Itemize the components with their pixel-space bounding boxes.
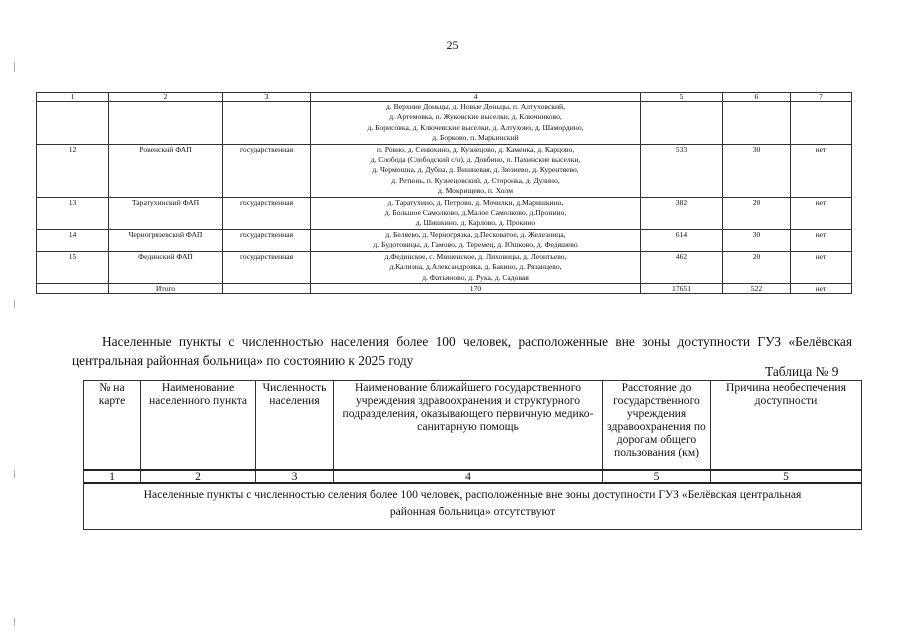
margin-mark bbox=[14, 618, 15, 626]
note-line: районная больница» отсутствуют bbox=[389, 505, 556, 518]
page-number: 25 bbox=[446, 38, 459, 52]
row-name: Ровенский ФАП bbox=[109, 144, 223, 197]
settlement-line: д.Фединское, с. Мишенское, д. Лиховицы, д. Леонтьево, bbox=[384, 251, 567, 261]
settlement-line: д. Шишкино, д. Карлово, д. Прокино bbox=[415, 218, 536, 228]
col-number: 5 bbox=[711, 470, 862, 483]
row-settlements bbox=[311, 197, 641, 229]
row-dist bbox=[723, 102, 791, 145]
total-dist: 522 bbox=[723, 283, 791, 293]
header-cell: № на карте bbox=[84, 381, 141, 471]
margin-mark bbox=[14, 62, 15, 72]
settlement-line: д.Калиэна, д.Александровка, д. Бакино, д. Рязанцево, bbox=[389, 262, 562, 272]
row-no: 12 bbox=[37, 144, 109, 197]
table-header-row bbox=[84, 381, 862, 471]
header-cell: Наименование ближайшего государственного учреждения здравоохранения и структурного подразделения, оказывающего первичную медико-санитарную помощь bbox=[334, 381, 603, 471]
row-pop: 533 bbox=[641, 144, 723, 197]
col-number: 2 bbox=[141, 470, 256, 483]
row-need: нет bbox=[791, 251, 852, 283]
table-row bbox=[37, 197, 852, 229]
col-number: 4 bbox=[334, 470, 603, 483]
table-row bbox=[37, 102, 852, 145]
row-dist: 30 bbox=[723, 144, 791, 197]
row-no: 13 bbox=[37, 197, 109, 229]
row-name: Черногрязевский ФАП bbox=[109, 229, 223, 251]
section-heading: Населенные пункты с численностью населения более 100 человек, расположенные вне зоны доступности ГУЗ «Белёвская центральная районная больница» по состоянию к 2025 году bbox=[72, 334, 852, 368]
column-number-row bbox=[84, 470, 862, 483]
table-header-row bbox=[37, 93, 852, 102]
no-settlements-note bbox=[84, 483, 862, 530]
row-no: 15 bbox=[37, 251, 109, 283]
row-type bbox=[223, 102, 311, 145]
row-settlements bbox=[311, 229, 641, 251]
col-number: 6 bbox=[723, 93, 791, 102]
col-number: 3 bbox=[256, 470, 334, 483]
total-empty bbox=[223, 283, 311, 293]
total-label: Итого bbox=[109, 283, 223, 293]
table-row bbox=[37, 229, 852, 251]
row-pop: 382 bbox=[641, 197, 723, 229]
settlement-line: д. Слобода (Слободский с/о), д. Довбино, п. Пахинские выселки, bbox=[370, 155, 581, 165]
fap-table bbox=[36, 92, 852, 294]
settlement-line: д. Верхние Доньцы, д. Новые Доньцы, п. Алтуховский, bbox=[386, 102, 565, 111]
row-dist: 20 bbox=[723, 197, 791, 229]
settlement-line: д. Будотовицы, д. Гамово, д. Теремец, д. Юшково, д. Федяшево bbox=[373, 240, 578, 250]
total-pop: 17651 bbox=[641, 283, 723, 293]
table-row bbox=[37, 251, 852, 283]
row-name: Фединский ФАП bbox=[109, 251, 223, 283]
note-line: Населенные пункты с численностью селения более 100 человек, расположенные вне зоны доступности ГУЗ «Белёвская центральная bbox=[143, 488, 802, 501]
col-number: 1 bbox=[37, 93, 109, 102]
col-number: 7 bbox=[791, 93, 852, 102]
row-pop: 614 bbox=[641, 229, 723, 251]
outside-zone-table bbox=[83, 380, 862, 530]
table-row bbox=[84, 483, 862, 530]
col-number: 3 bbox=[223, 93, 311, 102]
row-settlements bbox=[311, 251, 641, 283]
total-need: нет bbox=[791, 283, 852, 293]
row-need bbox=[791, 102, 852, 145]
total-empty bbox=[37, 283, 109, 293]
settlement-line: д. Фатьяново, д. Рука, д. Садовая bbox=[422, 272, 529, 282]
row-need: нет bbox=[791, 144, 852, 197]
table-row bbox=[37, 144, 852, 197]
header-cell: Расстояние до государственного учреждения здравоохранения по дорогам общего пользования (км) bbox=[603, 381, 711, 471]
row-type: государственная bbox=[223, 251, 311, 283]
row-type: государственная bbox=[223, 197, 311, 229]
settlement-line: д. Чермошна, д. Дубна, д. Вишневая, д. Зюзиево, д. Курентяево, bbox=[372, 165, 579, 175]
settlement-line: д. Большое Самолково, д.Малое Самолково, д.Пронино, bbox=[384, 208, 567, 218]
margin-mark bbox=[14, 470, 15, 478]
settlement-line: д. Таратухино, д. Петрово, д. Мочилки, д.Маришкино, bbox=[387, 197, 564, 207]
row-need: нет bbox=[791, 197, 852, 229]
row-dist: 20 bbox=[723, 251, 791, 283]
row-no: 14 bbox=[37, 229, 109, 251]
row-name bbox=[109, 102, 223, 145]
settlement-line: д. Ретюнь, п. Кузнецовский, д. Сторонка, д. Дулино, bbox=[391, 175, 560, 185]
row-dist: 30 bbox=[723, 229, 791, 251]
settlement-line: д. Артемовка, п. Жуковские выселки, д. Ключниково, bbox=[389, 112, 562, 122]
table-label: Таблица № 9 bbox=[765, 364, 839, 379]
col-number: 2 bbox=[109, 93, 223, 102]
settlement-line: п. Ровно, д. Сенюхино, д. Кузнецово, д. Каменка, д. Карцово, bbox=[376, 144, 575, 154]
row-type: государственная bbox=[223, 229, 311, 251]
total-settlements: 170 bbox=[311, 283, 641, 293]
header-cell: Причина необеспечения доступности bbox=[711, 381, 862, 471]
row-pop bbox=[641, 102, 723, 145]
margin-mark bbox=[14, 300, 15, 308]
settlement-line: д. Борково, п. Марьинский bbox=[432, 133, 519, 143]
row-name: Таратухинский ФАП bbox=[109, 197, 223, 229]
row-no bbox=[37, 102, 109, 145]
settlement-line: д. Беляево, д. Черногрязка, д.Песковатое, д. Железница, bbox=[385, 229, 566, 239]
header-cell: Численность населения bbox=[256, 381, 334, 471]
col-number: 5 bbox=[641, 93, 723, 102]
header-cell: Наименование населенного пункта bbox=[141, 381, 256, 471]
row-type: государственная bbox=[223, 144, 311, 197]
row-need: нет bbox=[791, 229, 852, 251]
col-number: 1 bbox=[84, 470, 141, 483]
col-number: 5 bbox=[603, 470, 711, 483]
col-number: 4 bbox=[311, 93, 641, 102]
settlement-line: д. Борисовка, д. Ключевские выселки, д. Алтухово, д. Шамордино, bbox=[367, 122, 584, 132]
row-settlements bbox=[311, 102, 641, 145]
settlement-line: д. Мокрищево, п. Холм bbox=[437, 186, 514, 196]
row-settlements bbox=[311, 144, 641, 197]
row-pop: 462 bbox=[641, 251, 723, 283]
total-row bbox=[37, 283, 852, 293]
